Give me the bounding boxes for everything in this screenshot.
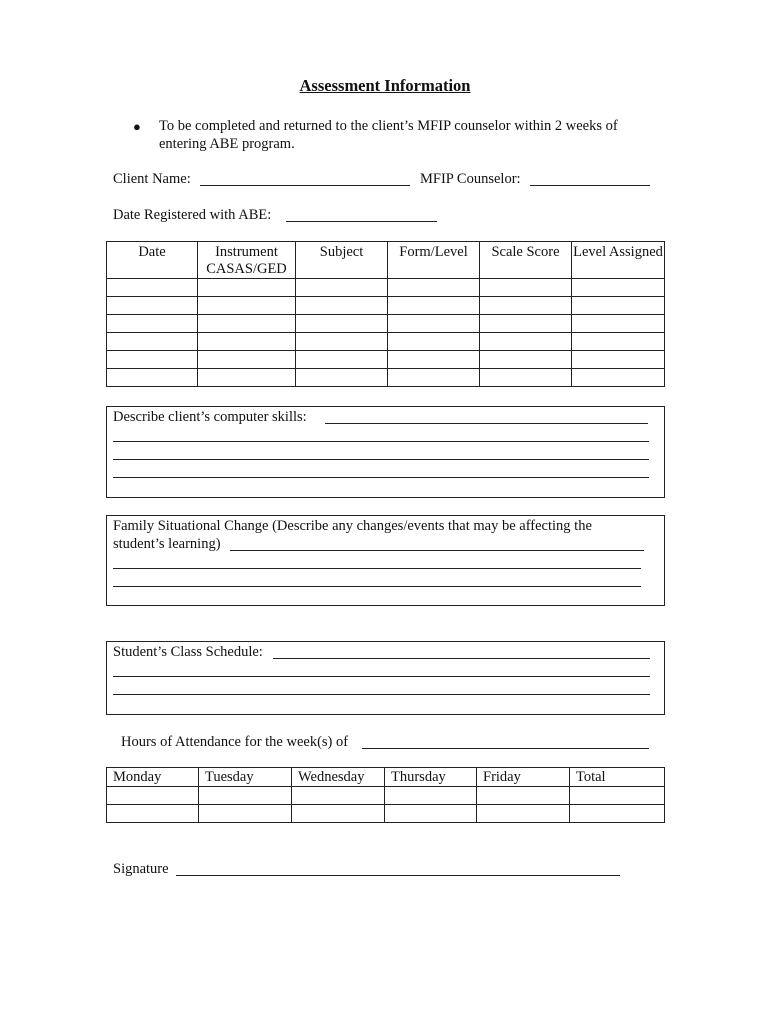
header-form-level: Form/Level [388,242,480,279]
table-row [107,297,665,315]
computer-skills-line[interactable] [113,459,649,460]
table-row [107,369,665,387]
computer-skills-line[interactable] [325,423,648,424]
header-thursday: Thursday [385,768,477,787]
table-row [107,279,665,297]
header-instrument: Instrument CASAS/GED [198,242,296,279]
family-change-label: Family Situational Change (Describe any changes/events that may be affecting the [113,518,592,534]
date-registered-label: Date Registered with ABE: [113,207,272,223]
mfip-counselor-label: MFIP Counselor: [420,171,521,187]
hours-attendance-field[interactable] [362,748,649,749]
class-schedule-line[interactable] [273,658,650,659]
table-row [107,351,665,369]
mfip-counselor-field[interactable] [530,185,650,186]
table-row [107,315,665,333]
family-change-label-cont: student’s learning) [113,536,221,552]
hours-attendance-label: Hours of Attendance for the week(s) of [121,734,349,750]
attendance-header-row [107,768,665,787]
signature-field[interactable] [176,875,620,876]
header-date: Date [107,242,198,279]
client-name-label: Client Name: [113,171,191,187]
signature-label: Signature [113,861,169,877]
header-friday: Friday [477,768,570,787]
assessment-table [106,241,665,387]
table-row [107,787,665,805]
page-title: Assessment Information [299,76,471,95]
computer-skills-line[interactable] [113,477,649,478]
header-total: Total [570,768,665,787]
bullet-icon: ● [133,119,141,134]
family-change-line[interactable] [230,550,644,551]
client-name-field[interactable] [200,185,410,186]
header-tuesday: Tuesday [199,768,292,787]
class-schedule-label: Student’s Class Schedule: [113,644,263,660]
computer-skills-label: Describe client’s computer skills: [113,409,307,425]
date-registered-field[interactable] [286,221,437,222]
family-change-line[interactable] [113,568,641,569]
header-monday: Monday [107,768,199,787]
table-row [107,333,665,351]
table-row [107,805,665,823]
class-schedule-line[interactable] [113,694,650,695]
assessment-header-row [107,242,665,279]
header-scale-score: Scale Score [480,242,572,279]
header-level-assigned: Level Assigned [572,242,665,279]
family-change-line[interactable] [113,586,641,587]
attendance-table [106,767,665,823]
header-wednesday: Wednesday [292,768,385,787]
computer-skills-line[interactable] [113,441,649,442]
header-subject: Subject [296,242,388,279]
intro-text: To be completed and returned to the client’s MFIP counselor within 2 weeks of entering ABE program. [159,118,618,152]
class-schedule-line[interactable] [113,676,650,677]
